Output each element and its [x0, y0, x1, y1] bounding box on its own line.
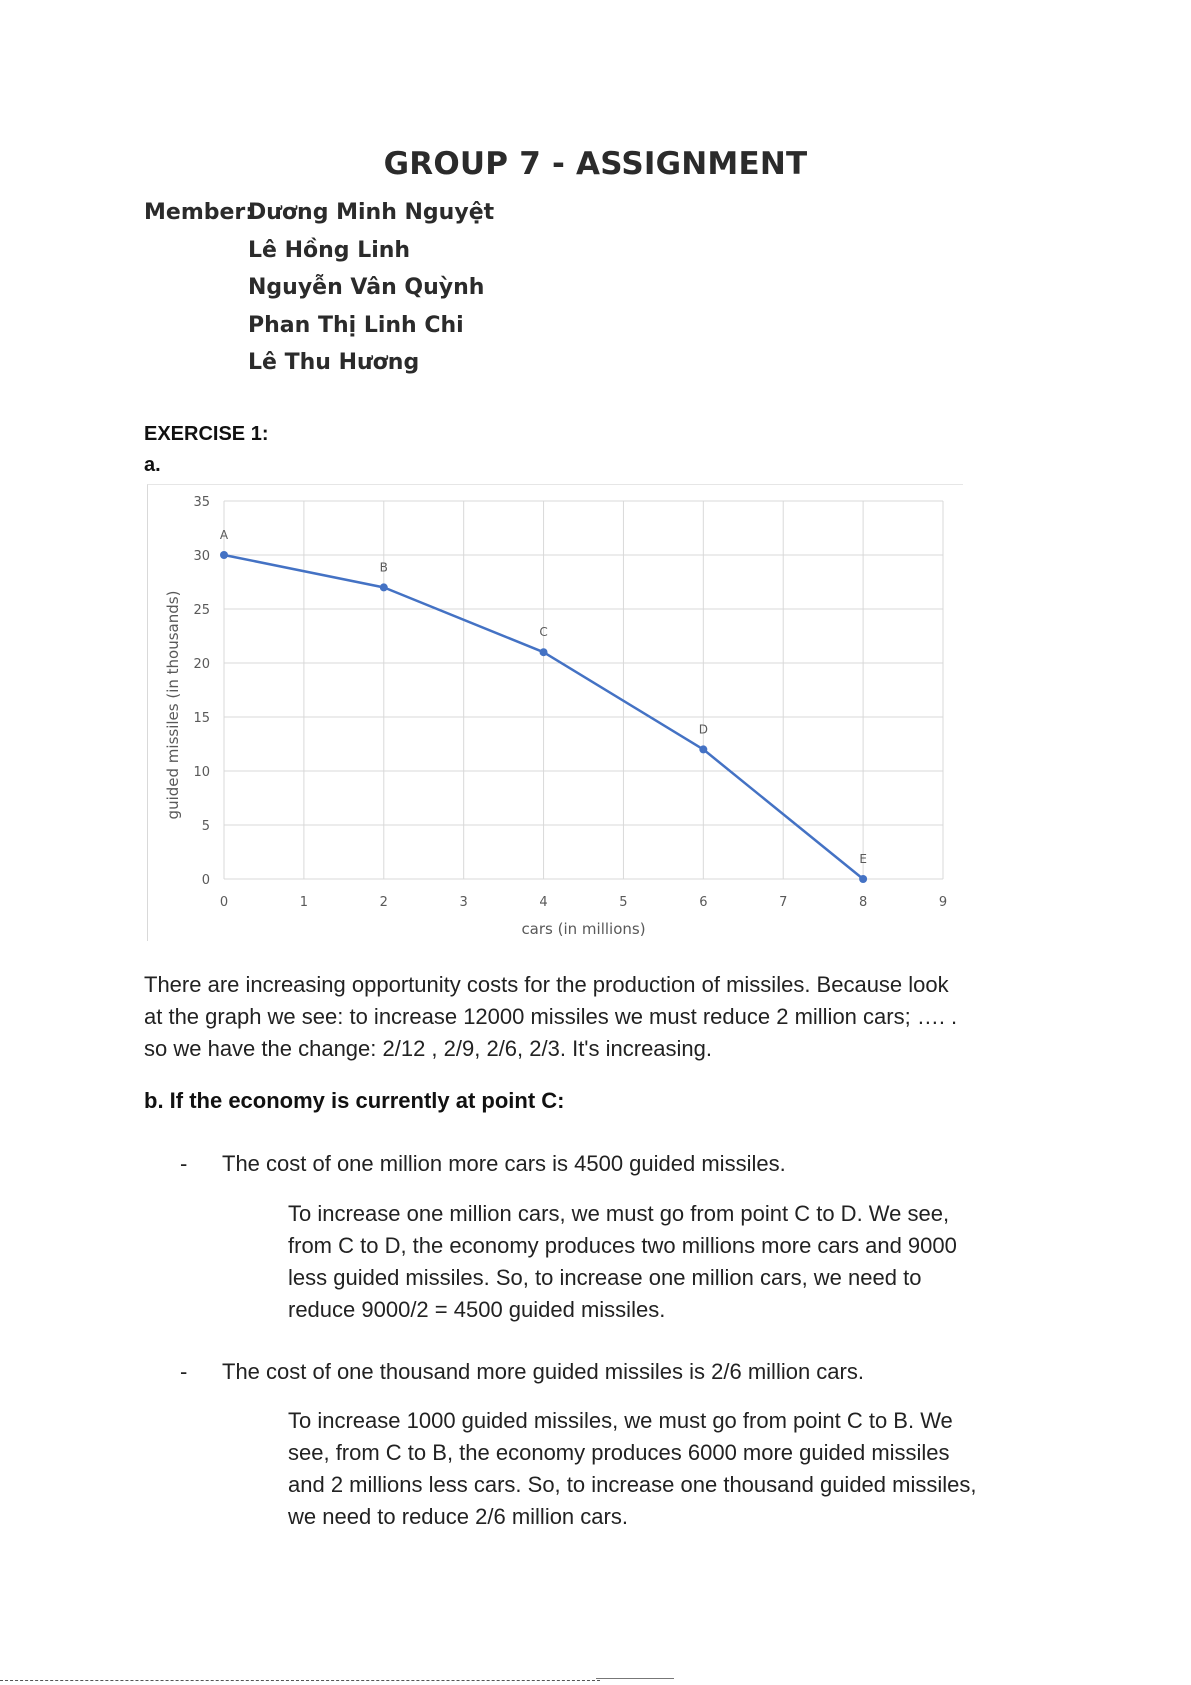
bullet-item	[144, 1356, 864, 1388]
explanation-line: and 2 millions less cars. So, to increase one thousand guided missiles,	[288, 1472, 977, 1497]
explanation-line: less guided missiles. So, to increase one million cars, we need to	[288, 1265, 922, 1290]
member-row	[144, 273, 494, 311]
member-name: Lê Hồng Linh	[248, 237, 411, 263]
data-point	[220, 551, 228, 559]
data-point	[380, 583, 388, 591]
x-tick-label: 0	[219, 895, 229, 910]
paragraph-line: so we have the change: 2/12 , 2/9, 2/6, 2/3. It's increasing.	[144, 1036, 713, 1061]
member-name: Phan Thị Linh Chi	[248, 312, 464, 338]
x-tick-label: 5	[619, 895, 628, 910]
x-tick-label: 1	[299, 895, 309, 910]
footer-divider-segment	[596, 1678, 674, 1679]
member-name: Nguyễn Vân Quỳnh	[248, 275, 485, 300]
x-axis-label: cars (in millions)	[521, 920, 646, 938]
y-axis-label: guided missiles (in thousands)	[164, 590, 182, 820]
y-tick-label: 35	[193, 495, 210, 510]
y-tick-label: 0	[201, 873, 210, 888]
x-tick-label: 2	[379, 895, 388, 910]
member-row	[144, 348, 494, 386]
bullet-item	[144, 1148, 786, 1180]
explanation-line: we need to reduce 2/6 million cars.	[288, 1504, 628, 1529]
y-tick-label: 5	[201, 819, 210, 834]
y-tick-label: 25	[193, 603, 210, 618]
member-row	[144, 198, 494, 236]
explanation-line: To increase 1000 guided missiles, we must go from point C to B. We	[288, 1408, 953, 1433]
x-tick-label: 3	[459, 895, 468, 910]
member-label: Member:	[144, 200, 255, 225]
data-point	[859, 875, 867, 883]
bullet-marker: -	[180, 1151, 188, 1176]
x-tick-label: 9	[938, 895, 948, 910]
explanation-line: reduce 9000/2 = 4500 guided missiles.	[288, 1297, 666, 1322]
data-point-label: E	[859, 852, 867, 866]
exercise-heading: EXERCISE 1:	[144, 423, 269, 445]
data-point-label: B	[379, 560, 388, 575]
part-a-label: a.	[144, 454, 161, 476]
y-tick-label: 20	[193, 657, 210, 672]
y-tick-label: 10	[193, 765, 210, 780]
member-list	[144, 198, 494, 386]
member-row	[144, 311, 494, 349]
ppf-chart	[147, 484, 963, 941]
x-tick-label: 6	[699, 895, 708, 910]
answer-paragraph-a	[144, 969, 1044, 1065]
bullet-explanation	[288, 1405, 976, 1533]
data-point-label: A	[219, 528, 229, 542]
y-tick-label: 30	[193, 549, 210, 564]
ppf-chart-svg	[148, 485, 963, 941]
y-tick-label: 15	[193, 711, 210, 726]
data-point	[540, 648, 548, 656]
x-tick-label: 4	[539, 895, 548, 910]
data-point-label: C	[539, 625, 548, 640]
x-tick-label: 7	[779, 895, 788, 910]
part-b-heading: b. If the economy is currently at point C:	[144, 1088, 565, 1113]
paragraph-line: There are increasing opportunity costs for the production of missiles. Because look	[144, 972, 949, 997]
explanation-line: see, from C to B, the economy produces 6000 more guided missiles	[288, 1440, 950, 1465]
bullet-text: The cost of one thousand more guided missiles is 2/6 million cars.	[222, 1359, 864, 1384]
bullet-marker: -	[180, 1359, 188, 1384]
member-row	[144, 236, 494, 274]
paragraph-line: at the graph we see: to increase 12000 missiles we must reduce 2 million cars; …. .	[144, 1004, 958, 1029]
explanation-line: To increase one million cars, we must go from point C to D. We see,	[288, 1201, 950, 1226]
member-name: Dương Minh Nguyệt	[248, 200, 495, 225]
x-tick-label: 8	[858, 895, 868, 910]
data-point	[699, 745, 707, 753]
page-title: GROUP 7 - ASSIGNMENT	[383, 146, 808, 182]
footer-divider	[0, 1680, 600, 1681]
bullet-explanation	[288, 1198, 957, 1326]
bullet-text: The cost of one million more cars is 4500 guided missiles.	[222, 1151, 786, 1176]
data-point-label: D	[698, 722, 708, 737]
explanation-line: from C to D, the economy produces two millions more cars and 9000	[288, 1233, 957, 1258]
member-name: Lê Thu Hương	[248, 350, 420, 375]
